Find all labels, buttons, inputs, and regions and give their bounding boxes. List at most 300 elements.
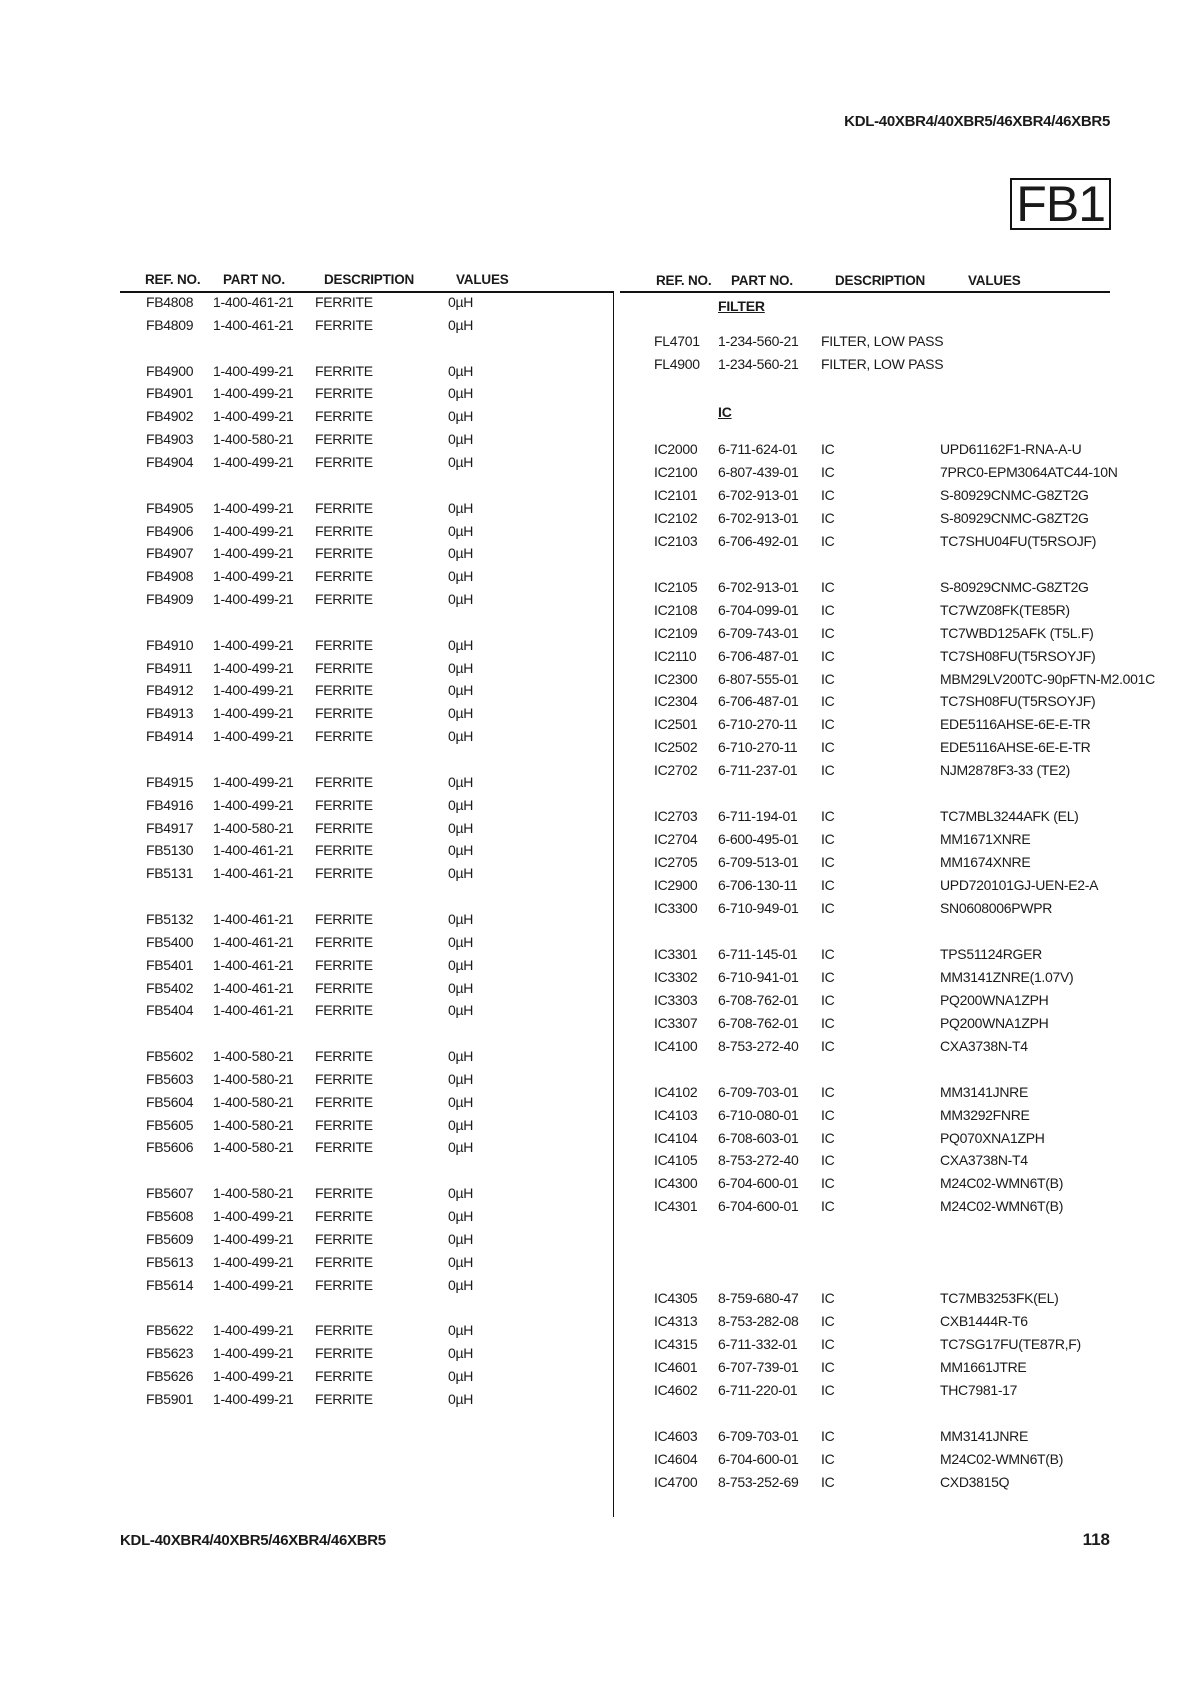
left-part-value: 0µH	[448, 1048, 474, 1065]
left-part-ref-no: FB5402	[146, 979, 194, 996]
ic-part-part-no: 6-711-145-01	[718, 945, 798, 962]
left-part-description: FERRITE	[315, 1139, 373, 1156]
right-header-values: VALUES	[968, 273, 1021, 288]
left-part-description: FERRITE	[315, 316, 373, 333]
ic-part-part-no: 6-711-220-01	[718, 1381, 798, 1398]
left-part-description: FERRITE	[315, 842, 373, 859]
ic-part-description: IC	[821, 624, 835, 641]
ic-part-value: M24C02-WMN6T(B)	[940, 1175, 1064, 1192]
ic-part-value: TC7MB3253FK(EL)	[940, 1290, 1059, 1307]
ic-part-ref-no: IC4305	[654, 1290, 698, 1307]
left-part-part-no: 1-400-499-21	[213, 773, 294, 790]
ic-part-ref-no: IC2110	[654, 647, 697, 664]
ic-part-part-no: 6-711-237-01	[718, 762, 798, 779]
left-part-description: FERRITE	[315, 1230, 373, 1247]
left-part-part-no: 1-400-499-21	[213, 591, 294, 608]
ic-part-description: IC	[821, 1129, 835, 1146]
ic-part-ref-no: IC4300	[654, 1175, 698, 1192]
ic-part-description: IC	[821, 1014, 835, 1031]
ic-part-part-no: 6-707-739-01	[718, 1359, 799, 1375]
left-part-value: 0µH	[448, 865, 474, 882]
ic-part-value: CXB1444R-T6	[940, 1313, 1028, 1330]
ic-part-ref-no: IC3307	[654, 1014, 698, 1031]
left-part-value: 0µH	[448, 796, 474, 813]
ic-part-description: IC	[821, 486, 835, 503]
left-part-part-no: 1-400-580-21	[213, 1070, 294, 1087]
left-part-value: 0µH	[448, 362, 474, 379]
ic-part-description: IC	[821, 578, 835, 595]
ic-part-ref-no: IC4301	[654, 1198, 698, 1215]
left-part-value: 0µH	[448, 316, 474, 333]
left-part-value: 0µH	[448, 1390, 474, 1407]
left-part-description: FERRITE	[315, 956, 373, 973]
ic-part-value: MM1671XNRE	[940, 831, 1031, 848]
left-part-ref-no: FB5130	[146, 842, 194, 859]
left-part-part-no: 1-400-499-21	[213, 705, 294, 722]
left-part-value: 0µH	[448, 591, 474, 608]
left-part-ref-no: FB5132	[146, 910, 194, 927]
ic-part-part-no: 6-704-600-01	[718, 1450, 799, 1467]
left-part-value: 0µH	[448, 1093, 474, 1110]
ic-part-value: MBM29LV200TC-90pFTN-M2.001C	[940, 670, 1155, 687]
ic-part-value: MM3141JNRE	[940, 1083, 1029, 1100]
ic-part-value: TC7MBL3244AFK (EL)	[940, 808, 1079, 825]
left-part-description: FERRITE	[315, 1322, 373, 1339]
left-part-ref-no: FB5626	[146, 1367, 194, 1384]
ic-part-description: IC	[821, 509, 835, 526]
left-part-part-no: 1-400-461-21	[213, 910, 294, 927]
ic-part-value: S-80929CNMC-G8ZT2G	[940, 578, 1089, 595]
ic-part-description: IC	[821, 1473, 835, 1490]
left-part-description: FERRITE	[315, 294, 373, 310]
ic-part-value: CXA3738N-T4	[940, 1152, 1028, 1169]
left-part-description: FERRITE	[315, 865, 373, 882]
ic-part-part-no: 8-753-272-40	[718, 1037, 799, 1054]
left-part-part-no: 1-400-461-21	[213, 1002, 294, 1019]
left-part-part-no: 1-400-461-21	[213, 842, 294, 859]
left-part-ref-no: FB5404	[146, 1002, 194, 1019]
left-part-description: FERRITE	[315, 1048, 373, 1065]
left-part-part-no: 1-400-499-21	[213, 1253, 294, 1270]
left-part-value: 0µH	[448, 636, 474, 653]
left-part-value: 0µH	[448, 956, 474, 973]
left-part-ref-no: FB5613	[146, 1253, 194, 1270]
left-part-description: FERRITE	[315, 1345, 373, 1362]
left-part-part-no: 1-400-499-21	[213, 636, 294, 653]
ic-part-description: IC	[821, 877, 835, 894]
left-part-ref-no: FB4914	[146, 728, 194, 745]
left-part-description: FERRITE	[315, 1185, 373, 1202]
ic-part-ref-no: IC2704	[654, 831, 698, 848]
filter-part-ref-no: FL4701	[654, 333, 700, 349]
ic-part-description: IC	[821, 441, 835, 457]
left-part-ref-no: FB5604	[146, 1093, 194, 1110]
ic-part-part-no: 6-710-270-11	[718, 739, 798, 756]
left-part-description: FERRITE	[315, 408, 373, 425]
ic-part-value: EDE5116AHSE-6E-E-TR	[940, 739, 1091, 756]
ic-part-part-no: 6-706-487-01	[718, 647, 799, 664]
ic-part-description: IC	[821, 1427, 835, 1444]
ic-part-description: IC	[821, 854, 835, 871]
left-part-part-no: 1-400-499-21	[213, 1390, 294, 1407]
left-part-part-no: 1-400-461-21	[213, 865, 294, 882]
ic-part-part-no: 6-704-099-01	[718, 601, 799, 618]
ic-part-value: MM1661JTRE	[940, 1359, 1027, 1375]
ic-part-ref-no: IC2100	[654, 463, 698, 480]
left-part-ref-no: FB4913	[146, 705, 194, 722]
ic-part-ref-no: IC4603	[654, 1427, 698, 1444]
ic-part-ref-no: IC2109	[654, 624, 698, 641]
ic-part-ref-no: IC3301	[654, 945, 698, 962]
right-header-rule	[620, 291, 1110, 293]
ic-part-ref-no: IC4103	[654, 1106, 698, 1123]
left-part-description: FERRITE	[315, 1070, 373, 1087]
ic-part-value: MM3292FNRE	[940, 1106, 1030, 1123]
ic-part-description: IC	[821, 1381, 835, 1398]
ic-part-description: IC	[821, 1037, 835, 1054]
ic-part-description: IC	[821, 532, 835, 549]
right-header-ref-no: REF. NO.	[656, 273, 712, 288]
filter-part-description: FILTER, LOW PASS	[821, 333, 944, 349]
left-part-ref-no: FB4904	[146, 453, 194, 470]
left-part-ref-no: FB4912	[146, 682, 194, 699]
ic-part-ref-no: IC4315	[654, 1336, 698, 1353]
right-header-part-no: PART NO.	[731, 273, 793, 288]
left-part-part-no: 1-400-499-21	[213, 408, 294, 425]
left-part-value: 0µH	[448, 522, 474, 539]
ic-part-description: IC	[821, 1290, 835, 1307]
left-part-ref-no: FB4902	[146, 408, 194, 425]
left-part-description: FERRITE	[315, 979, 373, 996]
left-part-part-no: 1-400-499-21	[213, 385, 294, 402]
left-part-value: 0µH	[448, 1185, 474, 1202]
left-part-ref-no: FB4808	[146, 294, 194, 310]
ic-part-description: IC	[821, 739, 835, 756]
ic-part-part-no: 6-706-130-11	[718, 877, 798, 894]
left-part-value: 0µH	[448, 682, 474, 699]
left-part-description: FERRITE	[315, 773, 373, 790]
left-part-ref-no: FB5607	[146, 1185, 194, 1202]
ic-part-value: TC7WBD125AFK (T5L.F)	[940, 624, 1094, 641]
ic-part-ref-no: IC2702	[654, 762, 698, 779]
left-part-part-no: 1-400-580-21	[213, 1139, 294, 1156]
left-part-ref-no: FB5608	[146, 1208, 194, 1224]
ic-part-description: IC	[821, 808, 835, 825]
left-part-part-no: 1-400-461-21	[213, 956, 294, 973]
left-part-value: 0µH	[448, 1367, 474, 1384]
left-part-description: FERRITE	[315, 1002, 373, 1019]
left-part-ref-no: FB4915	[146, 773, 194, 790]
ic-part-part-no: 6-711-332-01	[718, 1336, 798, 1353]
ic-part-ref-no: IC2705	[654, 854, 698, 871]
ic-part-description: IC	[821, 647, 835, 664]
left-part-value: 0µH	[448, 1116, 474, 1133]
left-part-description: FERRITE	[315, 1093, 373, 1110]
ic-part-part-no: 8-753-282-08	[718, 1313, 799, 1330]
ic-part-description: IC	[821, 945, 835, 962]
left-part-part-no: 1-400-499-21	[213, 796, 294, 813]
left-part-ref-no: FB5400	[146, 933, 194, 950]
ic-part-value: PQ200WNA1ZPH	[940, 1014, 1049, 1031]
ic-part-part-no: 6-600-495-01	[718, 831, 799, 848]
left-part-value: 0µH	[448, 1276, 474, 1293]
ic-part-part-no: 6-807-555-01	[718, 670, 799, 687]
ic-part-ref-no: IC2900	[654, 877, 698, 894]
left-part-value: 0µH	[448, 499, 474, 516]
left-part-description: FERRITE	[315, 568, 373, 585]
left-part-description: FERRITE	[315, 1276, 373, 1293]
ic-section-title: IC	[718, 404, 732, 420]
ic-part-description: IC	[821, 831, 835, 848]
left-part-ref-no: FB4903	[146, 431, 194, 448]
left-part-ref-no: FB4905	[146, 499, 194, 516]
ic-part-ref-no: IC2108	[654, 601, 698, 618]
ic-part-description: IC	[821, 968, 835, 985]
ic-part-ref-no: IC4104	[654, 1129, 698, 1146]
left-header-part-no: PART NO.	[223, 272, 285, 287]
left-part-ref-no: FB5603	[146, 1070, 194, 1087]
ic-part-description: IC	[821, 716, 835, 733]
left-part-value: 0µH	[448, 568, 474, 585]
left-part-part-no: 1-400-461-21	[213, 979, 294, 996]
left-part-description: FERRITE	[315, 1253, 373, 1270]
left-part-description: FERRITE	[315, 591, 373, 608]
filter-part-ref-no: FL4900	[654, 355, 700, 372]
ic-part-value: PQ200WNA1ZPH	[940, 991, 1049, 1008]
ic-part-value: UPD61162F1-RNA-A-U	[940, 441, 1082, 457]
left-part-description: FERRITE	[315, 728, 373, 745]
left-part-part-no: 1-400-461-21	[213, 294, 294, 310]
ic-part-part-no: 6-709-743-01	[718, 624, 799, 641]
left-header-rule	[120, 291, 613, 293]
left-part-description: FERRITE	[315, 1208, 373, 1224]
ic-part-ref-no: IC2101	[654, 486, 698, 503]
ic-part-value: THC7981-17	[940, 1381, 1018, 1398]
left-part-part-no: 1-400-499-21	[213, 568, 294, 585]
ic-part-description: IC	[821, 900, 835, 916]
left-part-value: 0µH	[448, 431, 474, 448]
ic-part-description: IC	[821, 1336, 835, 1353]
left-part-description: FERRITE	[315, 1116, 373, 1133]
ic-part-ref-no: IC2105	[654, 578, 698, 595]
left-part-value: 0µH	[448, 842, 474, 859]
left-part-part-no: 1-400-499-21	[213, 1367, 294, 1384]
left-part-part-no: 1-400-499-21	[213, 453, 294, 470]
ic-part-part-no: 6-807-439-01	[718, 463, 799, 480]
column-divider	[613, 291, 614, 1517]
left-part-description: FERRITE	[315, 431, 373, 448]
ic-part-ref-no: IC4102	[654, 1083, 698, 1100]
ic-part-part-no: 6-708-603-01	[718, 1129, 799, 1146]
left-part-value: 0µH	[448, 408, 474, 425]
ic-part-ref-no: IC2103	[654, 532, 698, 549]
left-part-part-no: 1-400-499-21	[213, 499, 294, 516]
ic-part-value: MM3141JNRE	[940, 1427, 1029, 1444]
ic-part-description: IC	[821, 1313, 835, 1330]
left-part-value: 0µH	[448, 1253, 474, 1270]
ic-part-ref-no: IC4602	[654, 1381, 698, 1398]
ic-part-value: TC7SH08FU(T5RSOYJF)	[940, 647, 1096, 664]
ic-part-part-no: 6-702-913-01	[718, 486, 799, 503]
ic-part-value: S-80929CNMC-G8ZT2G	[940, 486, 1089, 503]
left-part-value: 0µH	[448, 979, 474, 996]
left-part-ref-no: FB5609	[146, 1230, 194, 1247]
left-part-description: FERRITE	[315, 499, 373, 516]
left-part-ref-no: FB5401	[146, 956, 194, 973]
filter-part-part-no: 1-234-560-21	[718, 333, 799, 349]
ic-part-ref-no: IC2502	[654, 739, 698, 756]
ic-part-value: SN0608006PWPR	[940, 900, 1053, 916]
left-part-value: 0µH	[448, 1322, 474, 1339]
left-part-value: 0µH	[448, 294, 474, 310]
left-part-value: 0µH	[448, 385, 474, 402]
ic-part-part-no: 6-709-703-01	[718, 1427, 799, 1444]
ic-part-description: IC	[821, 1198, 835, 1215]
ic-part-value: S-80929CNMC-G8ZT2G	[940, 509, 1089, 526]
left-part-part-no: 1-400-580-21	[213, 1185, 294, 1202]
left-part-description: FERRITE	[315, 1367, 373, 1384]
ic-part-description: IC	[821, 1152, 835, 1169]
left-part-part-no: 1-400-580-21	[213, 1116, 294, 1133]
left-part-ref-no: FB4909	[146, 591, 194, 608]
ic-part-ref-no: IC4601	[654, 1359, 698, 1375]
ic-part-value: 7PRC0-EPM3064ATC44-10N	[940, 463, 1118, 480]
left-part-ref-no: FB4907	[146, 545, 194, 562]
ic-part-description: IC	[821, 693, 835, 710]
ic-part-value: CXA3738N-T4	[940, 1037, 1028, 1054]
ic-part-description: IC	[821, 670, 835, 687]
left-part-value: 0µH	[448, 1230, 474, 1247]
left-header-values: VALUES	[456, 272, 509, 287]
ic-part-ref-no: IC3300	[654, 900, 698, 916]
left-part-description: FERRITE	[315, 819, 373, 836]
left-part-description: FERRITE	[315, 705, 373, 722]
left-part-part-no: 1-400-499-21	[213, 522, 294, 539]
left-part-value: 0µH	[448, 1002, 474, 1019]
ic-part-value: TC7SHU04FU(T5RSOJF)	[940, 532, 1097, 549]
left-part-description: FERRITE	[315, 636, 373, 653]
left-part-value: 0µH	[448, 705, 474, 722]
left-part-value: 0µH	[448, 728, 474, 745]
left-header-description: DESCRIPTION	[324, 272, 415, 287]
ic-part-part-no: 6-702-913-01	[718, 578, 799, 595]
left-part-value: 0µH	[448, 545, 474, 562]
filter-section-title: FILTER	[718, 298, 765, 314]
left-part-ref-no: FB5131	[146, 865, 194, 882]
ic-part-ref-no: IC3303	[654, 991, 698, 1008]
left-part-ref-no: FB4917	[146, 819, 194, 836]
left-part-description: FERRITE	[315, 522, 373, 539]
footer-model: KDL-40XBR4/40XBR5/46XBR4/46XBR5	[120, 1532, 386, 1549]
ic-part-value: TC7WZ08FK(TE85R)	[940, 601, 1070, 618]
left-part-ref-no: FB5614	[146, 1276, 194, 1293]
ic-part-part-no: 6-711-194-01	[718, 808, 798, 825]
ic-part-description: IC	[821, 463, 835, 480]
left-part-part-no: 1-400-499-21	[213, 682, 294, 699]
ic-part-part-no: 6-704-600-01	[718, 1198, 799, 1215]
left-part-part-no: 1-400-499-21	[213, 362, 294, 379]
ic-part-description: IC	[821, 1106, 835, 1123]
left-part-part-no: 1-400-461-21	[213, 316, 294, 333]
page-number: 118	[1082, 1530, 1110, 1549]
ic-part-description: IC	[821, 1359, 835, 1375]
left-part-description: FERRITE	[315, 933, 373, 950]
left-part-ref-no: FB4908	[146, 568, 194, 585]
ic-part-ref-no: IC4105	[654, 1152, 698, 1169]
ic-part-value: MM1674XNRE	[940, 854, 1031, 871]
ic-part-description: IC	[821, 762, 835, 779]
ic-part-ref-no: IC3302	[654, 968, 698, 985]
ic-part-ref-no: IC2102	[654, 509, 698, 526]
ic-part-part-no: 8-753-272-40	[718, 1152, 799, 1169]
ic-part-ref-no: IC2703	[654, 808, 698, 825]
ic-part-value: MM3141ZNRE(1.07V)	[940, 968, 1074, 985]
ic-part-value: TC7SG17FU(TE87R,F)	[940, 1336, 1081, 1353]
board-label: FB1	[1010, 178, 1111, 230]
left-part-part-no: 1-400-580-21	[213, 431, 294, 448]
left-part-ref-no: FB4900	[146, 362, 194, 379]
ic-part-ref-no: IC2000	[654, 441, 698, 457]
left-part-part-no: 1-400-499-21	[213, 1322, 294, 1339]
left-part-value: 0µH	[448, 1139, 474, 1156]
ic-part-part-no: 6-709-703-01	[718, 1083, 799, 1100]
page-header-model: KDL-40XBR4/40XBR5/46XBR4/46XBR5	[844, 113, 1110, 130]
left-part-description: FERRITE	[315, 385, 373, 402]
left-part-description: FERRITE	[315, 910, 373, 927]
left-part-part-no: 1-400-499-21	[213, 1276, 294, 1293]
filter-part-description: FILTER, LOW PASS	[821, 355, 944, 372]
ic-part-ref-no: IC4604	[654, 1450, 698, 1467]
ic-part-part-no: 6-706-492-01	[718, 532, 799, 549]
ic-part-part-no: 6-708-762-01	[718, 991, 799, 1008]
ic-part-value: NJM2878F3-33 (TE2)	[940, 762, 1070, 779]
left-part-ref-no: FB4906	[146, 522, 194, 539]
ic-part-part-no: 6-710-270-11	[718, 716, 798, 733]
ic-part-value: CXD3815Q	[940, 1473, 1010, 1490]
left-part-value: 0µH	[448, 910, 474, 927]
left-part-value: 0µH	[448, 1345, 474, 1362]
ic-part-part-no: 6-708-762-01	[718, 1014, 799, 1031]
ic-part-part-no: 6-710-949-01	[718, 900, 799, 916]
left-part-value: 0µH	[448, 1070, 474, 1087]
left-part-part-no: 1-400-499-21	[213, 1230, 294, 1247]
left-part-description: FERRITE	[315, 659, 373, 676]
left-part-ref-no: FB5901	[146, 1390, 194, 1407]
left-part-part-no: 1-400-499-21	[213, 1345, 294, 1362]
ic-part-ref-no: IC2300	[654, 670, 698, 687]
left-part-value: 0µH	[448, 453, 474, 470]
left-part-description: FERRITE	[315, 362, 373, 379]
ic-part-part-no: 6-706-487-01	[718, 693, 799, 710]
ic-part-part-no: 6-709-513-01	[718, 854, 799, 871]
ic-part-part-no: 6-710-941-01	[718, 968, 799, 985]
ic-part-part-no: 8-759-680-47	[718, 1290, 799, 1307]
left-part-value: 0µH	[448, 773, 474, 790]
left-part-ref-no: FB4911	[146, 659, 193, 676]
left-part-ref-no: FB5623	[146, 1345, 194, 1362]
left-part-part-no: 1-400-580-21	[213, 819, 294, 836]
left-part-part-no: 1-400-499-21	[213, 728, 294, 745]
left-part-value: 0µH	[448, 1208, 474, 1224]
ic-part-value: TC7SH08FU(T5RSOYJF)	[940, 693, 1096, 710]
left-part-part-no: 1-400-499-21	[213, 659, 294, 676]
ic-part-value: M24C02-WMN6T(B)	[940, 1198, 1064, 1215]
left-part-ref-no: FB4910	[146, 636, 194, 653]
left-part-part-no: 1-400-499-21	[213, 545, 294, 562]
ic-part-description: IC	[821, 1450, 835, 1467]
left-part-description: FERRITE	[315, 682, 373, 699]
left-part-value: 0µH	[448, 819, 474, 836]
